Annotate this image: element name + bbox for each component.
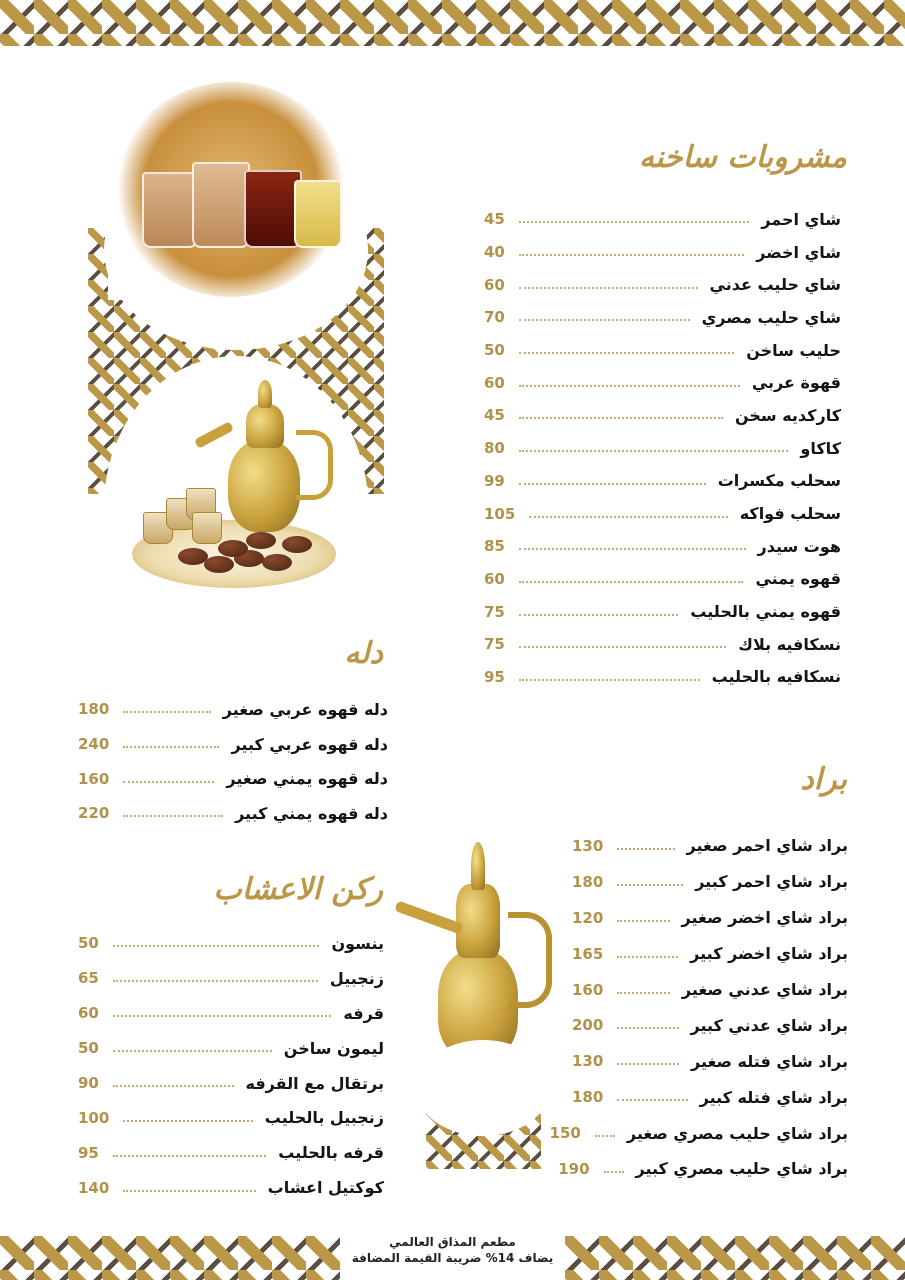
menu-item-price: 160 bbox=[78, 769, 110, 788]
dot-leader bbox=[519, 483, 706, 485]
dot-leader bbox=[529, 516, 727, 518]
menu-item-price: 80 bbox=[484, 439, 505, 458]
menu-item-name: براد شاي احمر كبير bbox=[695, 872, 848, 892]
dot-leader bbox=[519, 646, 726, 648]
lower-arch bbox=[416, 1040, 550, 1136]
menu-item-name: هوت سيدر bbox=[757, 536, 841, 556]
menu-item bbox=[484, 399, 841, 432]
menu-item-price: 140 bbox=[78, 1178, 110, 1197]
menu-item-name: كاكاو bbox=[800, 438, 841, 458]
barrad-title: براد bbox=[800, 762, 847, 797]
menu-item-price: 100 bbox=[78, 1108, 110, 1127]
hot-drinks-list bbox=[484, 203, 841, 693]
menu-item-price: 180 bbox=[78, 700, 110, 719]
menu-item-name: براد شاي عدني كبير bbox=[690, 1015, 848, 1035]
dot-leader bbox=[617, 992, 670, 994]
dot-leader bbox=[617, 884, 683, 886]
menu-item bbox=[78, 692, 388, 727]
menu-item bbox=[484, 366, 841, 399]
menu-item bbox=[78, 1066, 384, 1101]
menu-item bbox=[484, 628, 841, 661]
dot-leader bbox=[519, 254, 744, 256]
menu-item bbox=[572, 1043, 848, 1079]
menu-item bbox=[572, 936, 848, 972]
menu-item bbox=[484, 465, 841, 498]
menu-item bbox=[78, 926, 384, 961]
menu-item bbox=[484, 432, 841, 465]
menu-item-price: 220 bbox=[78, 804, 110, 823]
menu-item-name: قهوه يمني bbox=[755, 569, 841, 589]
menu-item-price: 105 bbox=[484, 504, 516, 523]
dot-leader bbox=[113, 1155, 266, 1157]
menu-item-name: برتقال مع القرفه bbox=[245, 1073, 384, 1093]
herbs-title: ركن الاعشاب bbox=[213, 872, 383, 907]
dot-leader bbox=[519, 417, 723, 419]
menu-item-price: 85 bbox=[484, 537, 505, 556]
menu-item-price: 150 bbox=[549, 1124, 581, 1143]
menu-item bbox=[78, 761, 388, 796]
menu-item-price: 130 bbox=[572, 1052, 604, 1071]
dot-leader bbox=[113, 980, 318, 982]
menu-item bbox=[78, 1031, 384, 1066]
menu-item-price: 60 bbox=[484, 275, 505, 294]
dot-leader bbox=[595, 1135, 615, 1137]
menu-item-price: 99 bbox=[484, 471, 505, 490]
menu-item-price: 60 bbox=[484, 373, 505, 392]
menu-item-price: 60 bbox=[78, 1004, 99, 1023]
dot-leader bbox=[123, 746, 219, 748]
dot-leader bbox=[617, 920, 669, 922]
dot-leader bbox=[519, 385, 740, 387]
dot-leader bbox=[519, 319, 690, 321]
hot-drinks-title: مشروبات ساخنه bbox=[638, 140, 847, 175]
dot-leader bbox=[617, 1027, 678, 1029]
menu-item-name: سحلب مكسرات bbox=[717, 471, 841, 491]
menu-item bbox=[572, 900, 848, 936]
menu-item-name: براد شاي اخضر صغير bbox=[681, 908, 848, 928]
dot-leader bbox=[617, 1063, 679, 1065]
menu-item-name: براد شاي احمر صغير bbox=[686, 836, 848, 856]
menu-item-name: براد شاي فتله كبير bbox=[699, 1087, 848, 1107]
menu-item bbox=[78, 796, 388, 831]
menu-item-name: قهوه يمني بالحليب bbox=[690, 602, 841, 622]
menu-item bbox=[549, 1115, 848, 1151]
menu-item-price: 165 bbox=[572, 944, 604, 963]
menu-item bbox=[484, 497, 841, 530]
menu-item bbox=[572, 864, 848, 900]
menu-item-price: 130 bbox=[572, 836, 604, 855]
menu-item bbox=[78, 1170, 384, 1205]
menu-item-price: 160 bbox=[572, 980, 604, 999]
menu-item-price: 190 bbox=[558, 1159, 590, 1178]
dot-leader bbox=[113, 1085, 234, 1087]
menu-item-name: براد شاي حليب مصري كبير bbox=[635, 1159, 848, 1179]
menu-item-name: كوكتيل اعشاب bbox=[267, 1178, 384, 1198]
dot-leader bbox=[123, 815, 223, 817]
menu-item bbox=[78, 727, 388, 762]
menu-item-price: 75 bbox=[484, 635, 505, 654]
menu-item-price: 240 bbox=[78, 735, 110, 754]
menu-item-price: 45 bbox=[484, 406, 505, 425]
menu-item-price: 50 bbox=[78, 1039, 99, 1058]
menu-item bbox=[484, 268, 841, 301]
restaurant-name: مطعم المذاق العالمي bbox=[389, 1235, 516, 1249]
menu-item bbox=[484, 334, 841, 367]
dot-leader bbox=[113, 1015, 332, 1017]
menu-item-name: شاي احمر bbox=[761, 209, 841, 229]
menu-item bbox=[78, 961, 384, 996]
menu-item-name: براد شاي اخضر كبير bbox=[690, 944, 848, 964]
menu-item bbox=[78, 996, 384, 1031]
menu-item bbox=[572, 972, 848, 1008]
menu-item-price: 180 bbox=[572, 872, 604, 891]
menu-item-name: ينسون bbox=[331, 933, 384, 953]
dot-leader bbox=[519, 581, 744, 583]
barrad-list bbox=[549, 828, 848, 1187]
menu-item-price: 95 bbox=[78, 1143, 99, 1162]
menu-item-name: قهوة عربي bbox=[751, 373, 841, 393]
menu-item-price: 180 bbox=[572, 1088, 604, 1107]
footer bbox=[340, 1234, 565, 1266]
menu-item-price: 50 bbox=[78, 934, 99, 953]
dallah-title: دله bbox=[344, 636, 383, 671]
menu-item-name: شاي حليب مصري bbox=[701, 307, 841, 327]
dot-leader bbox=[123, 1190, 255, 1192]
menu-item-name: قرفه بالحليب bbox=[278, 1143, 384, 1163]
menu-item bbox=[484, 301, 841, 334]
menu-item-name: سحلب فواكه bbox=[739, 504, 841, 524]
dallah-list bbox=[78, 692, 388, 831]
menu-item-price: 65 bbox=[78, 969, 99, 988]
menu-item-name: دله قهوه يمني كبير bbox=[235, 803, 388, 823]
menu-item-name: براد شاي حليب مصري صغير bbox=[626, 1123, 848, 1143]
dot-leader bbox=[617, 848, 674, 850]
menu-item-name: شاي حليب عدني bbox=[709, 275, 841, 295]
menu-item-price: 200 bbox=[572, 1016, 604, 1035]
dot-leader bbox=[519, 221, 749, 223]
menu-item-price: 70 bbox=[484, 308, 505, 327]
menu-item bbox=[78, 1100, 384, 1135]
menu-item bbox=[484, 563, 841, 596]
menu-item-price: 75 bbox=[484, 602, 505, 621]
menu-item bbox=[572, 828, 848, 864]
menu-item-price: 90 bbox=[78, 1074, 99, 1092]
menu-item-name: براد شاي فتله صغير bbox=[691, 1051, 848, 1071]
menu-item-price: 60 bbox=[484, 569, 505, 588]
tea-splash-photo bbox=[108, 72, 352, 300]
menu-item-name: كاركديه سخن bbox=[734, 405, 841, 425]
menu-item-price: 45 bbox=[484, 210, 505, 229]
menu-item bbox=[484, 661, 841, 694]
dot-leader bbox=[113, 945, 320, 947]
dot-leader bbox=[113, 1050, 272, 1052]
menu-item-price: 95 bbox=[484, 667, 505, 686]
dot-leader bbox=[123, 781, 214, 783]
menu-item-name: زنجبيل بالحليب bbox=[264, 1108, 384, 1128]
dot-leader bbox=[519, 450, 789, 452]
top-pattern-band bbox=[0, 0, 905, 46]
menu-item bbox=[572, 1007, 848, 1043]
menu-item-name: براد شاي عدني صغير bbox=[681, 980, 848, 999]
dot-leader bbox=[519, 287, 698, 289]
dot-leader bbox=[604, 1171, 624, 1173]
herbs-list bbox=[78, 926, 384, 1205]
dot-leader bbox=[519, 614, 678, 616]
tax-note: يضاف 14% ضريبة القيمة المضافة bbox=[351, 1251, 554, 1265]
menu-item-name: زنجبيل bbox=[329, 968, 384, 988]
dot-leader bbox=[617, 1099, 687, 1101]
bottom-right-pattern-band bbox=[565, 1236, 905, 1280]
menu-item bbox=[484, 595, 841, 628]
menu-item bbox=[572, 1079, 848, 1115]
menu-item bbox=[78, 1135, 384, 1170]
menu-item-price: 50 bbox=[484, 341, 505, 360]
menu-item-price: 120 bbox=[572, 908, 604, 927]
dot-leader bbox=[519, 679, 700, 681]
menu-item bbox=[558, 1151, 848, 1187]
bottom-left-pattern-band bbox=[0, 1236, 340, 1280]
dot-leader bbox=[123, 1120, 252, 1122]
menu-item-name: قرفه bbox=[343, 1003, 384, 1023]
menu-item-name: شاي اخضر bbox=[756, 242, 841, 262]
menu-item-name: دله قهوه عربي صغير bbox=[222, 699, 388, 719]
menu-item bbox=[484, 530, 841, 563]
dot-leader bbox=[519, 352, 734, 354]
menu-item-name: نسكافيه بلاك bbox=[738, 634, 841, 654]
menu-item-price: 40 bbox=[484, 243, 505, 262]
menu-item-name: ليمون ساخن bbox=[283, 1038, 384, 1058]
dot-leader bbox=[519, 548, 746, 550]
dot-leader bbox=[617, 956, 678, 958]
menu-item bbox=[484, 203, 841, 236]
menu-item-name: دله قهوه عربي كبير bbox=[231, 734, 388, 754]
menu-item-name: حليب ساخن bbox=[746, 340, 841, 360]
menu-item-name: دله قهوه يمني صغير bbox=[226, 769, 388, 789]
menu-item-name: نسكافيه بالحليب bbox=[711, 667, 841, 687]
dot-leader bbox=[123, 711, 210, 713]
menu-item bbox=[484, 236, 841, 269]
